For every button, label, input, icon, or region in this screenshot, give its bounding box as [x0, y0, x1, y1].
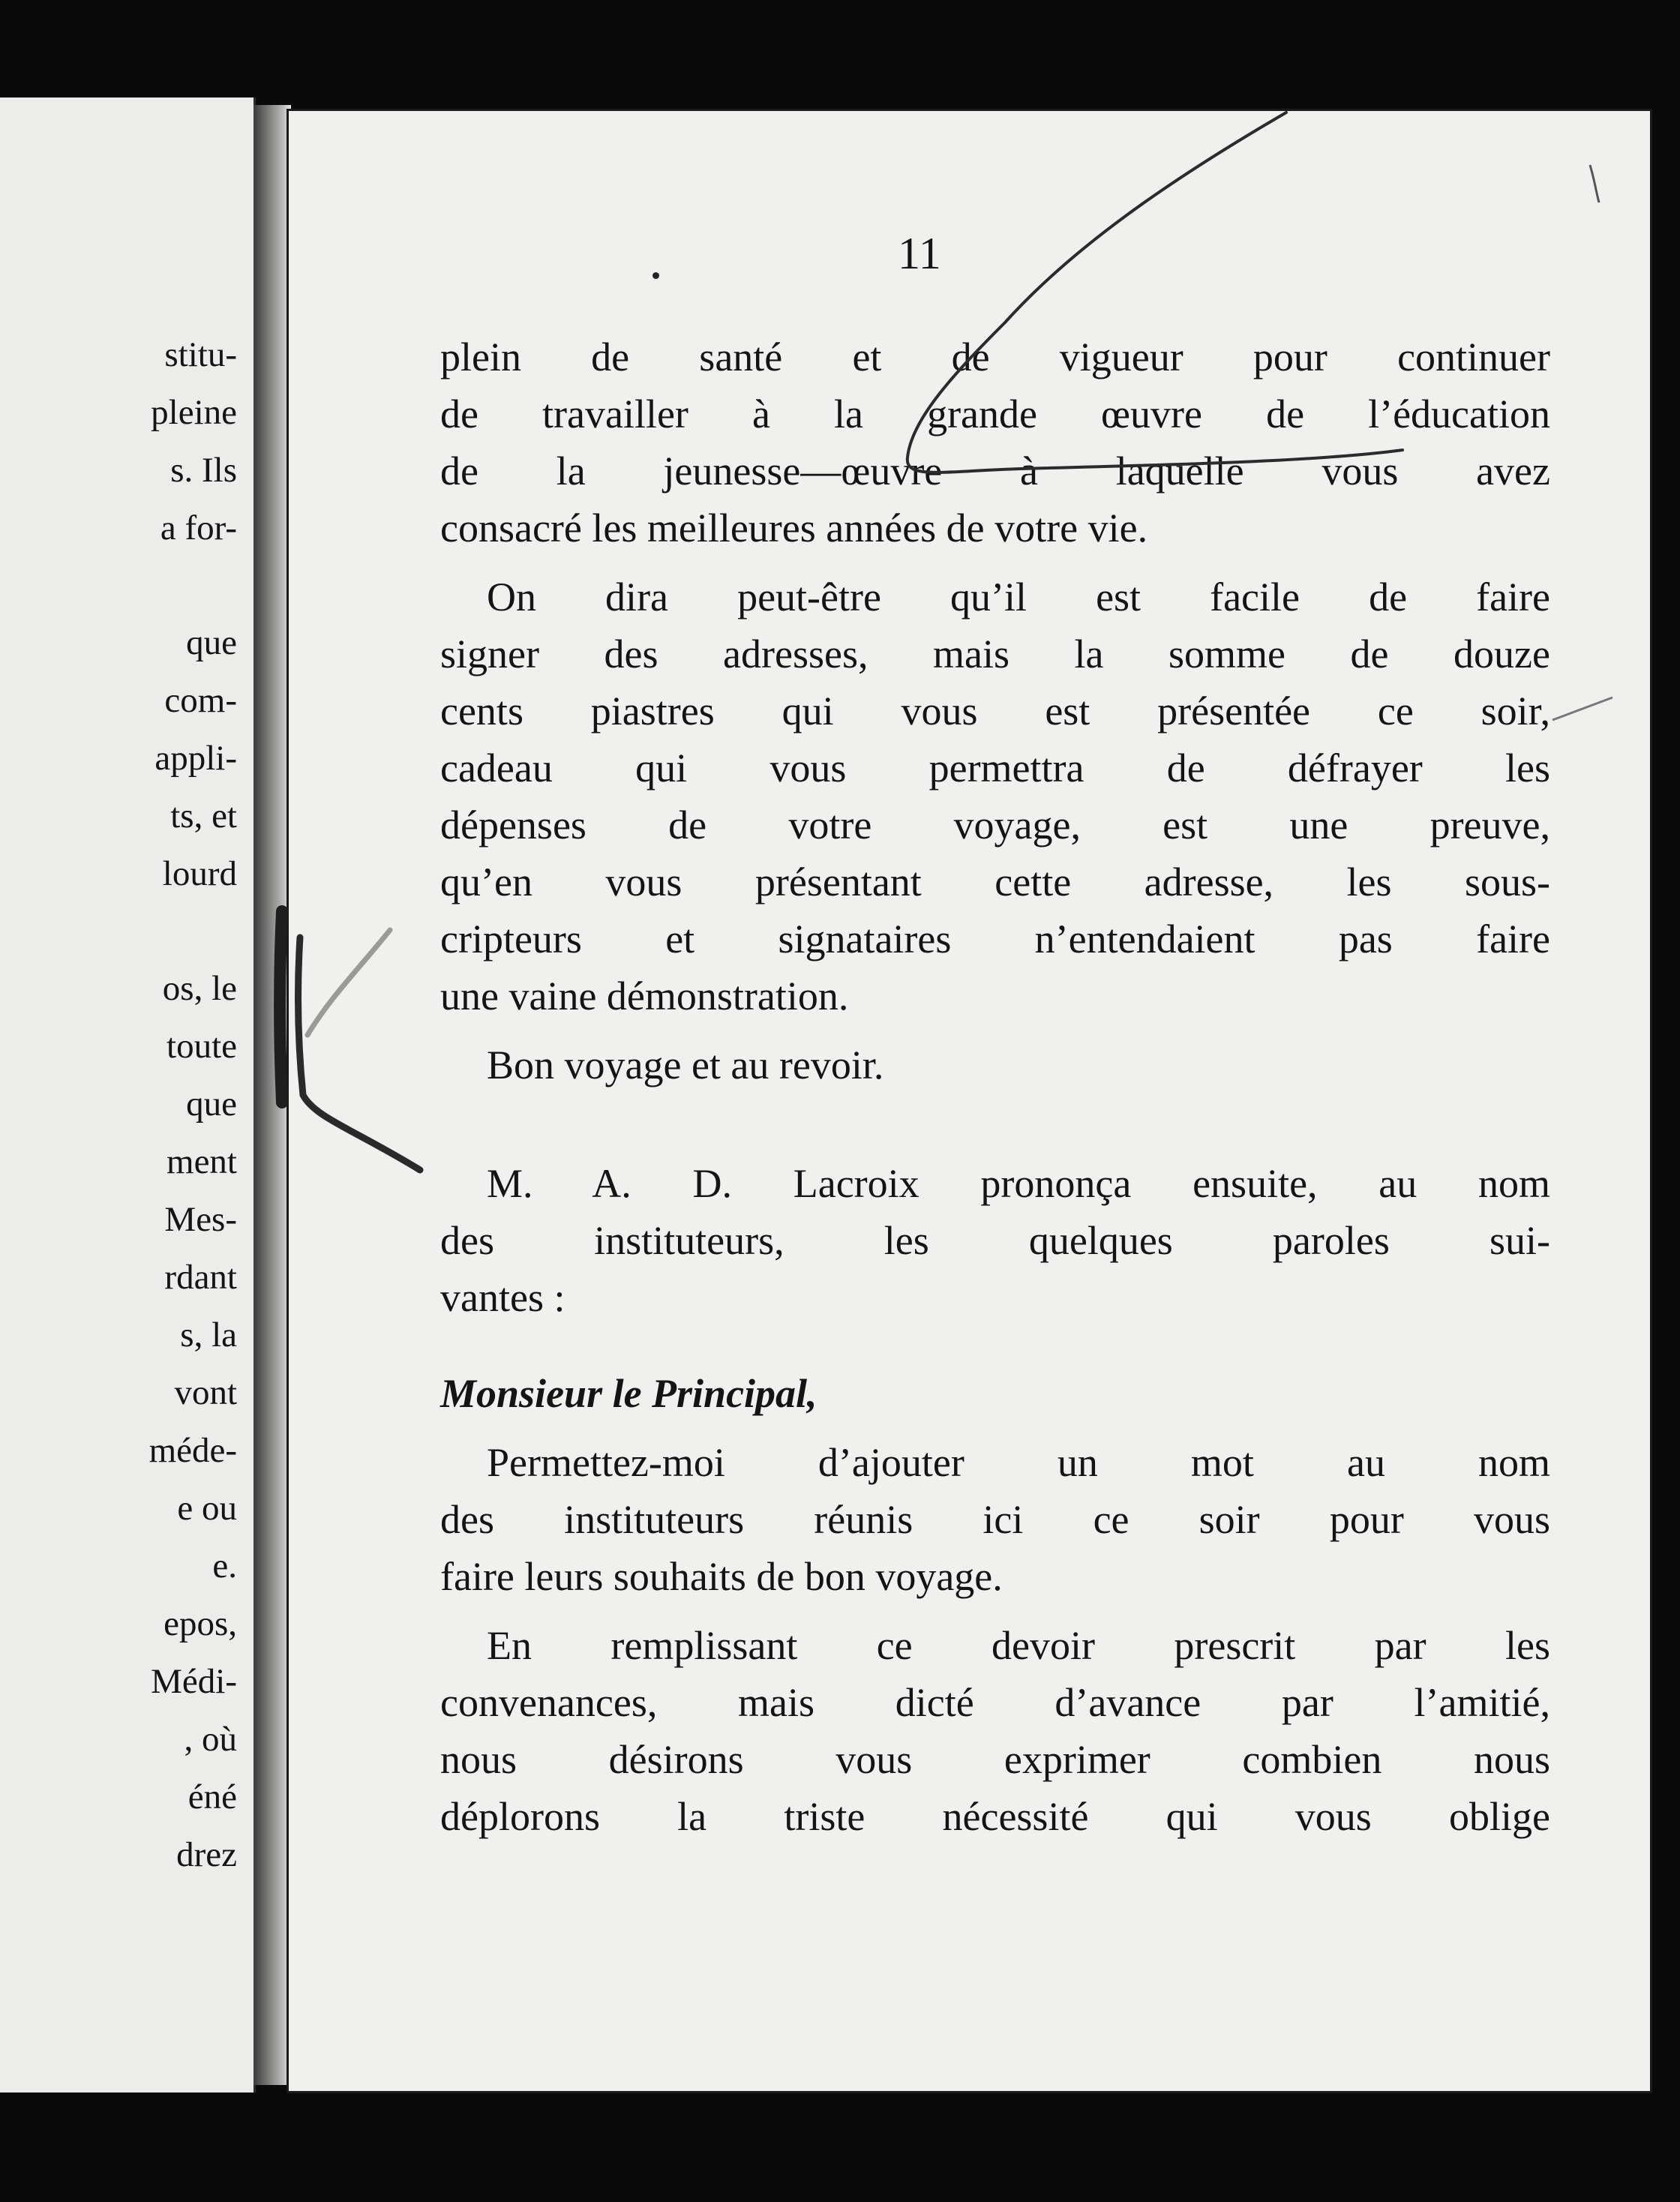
left-line-7: appli- — [154, 739, 237, 778]
left-line-1: stitu- — [164, 335, 237, 374]
paragraph-3 — [440, 1155, 1550, 1326]
text-line: nous désirons vous exprimer combien nous — [440, 1737, 1550, 1782]
left-line-18: méde- — [148, 1431, 237, 1470]
paragraph-2 — [440, 568, 1550, 1024]
book-gutter — [254, 105, 291, 2085]
left-line-10: os, le — [162, 969, 237, 1008]
previous-page-fragment — [0, 98, 256, 2092]
left-line-12: que — [186, 1084, 237, 1124]
left-line-21: epos, — [164, 1604, 237, 1643]
left-line-15: rdant — [164, 1258, 237, 1297]
text-line: faire leurs souhaits de bon voyage. — [440, 1554, 1003, 1599]
paragraph-4 — [440, 1434, 1550, 1605]
text-line: des instituteurs, les quelques paroles sui- — [440, 1218, 1550, 1263]
text-line: de la jeunesse—œuvre à laquelle vous avez — [440, 448, 1550, 494]
left-line-2: pleine — [151, 393, 237, 432]
left-line-25: drez — [176, 1835, 237, 1874]
text-line: cripteurs et signataires n’entendaient pas faire — [440, 916, 1550, 962]
book-page — [289, 111, 1650, 2091]
left-line-22: Médi- — [151, 1662, 237, 1701]
text-line: dépenses de votre voyage, est une preuve, — [440, 802, 1550, 848]
left-line-23: , où — [184, 1720, 237, 1759]
left-line-24: éné — [188, 1778, 237, 1816]
page-number: 11 — [898, 229, 941, 278]
text-line: cadeau qui vous permettra de défrayer les — [440, 746, 1550, 790]
text-line: vantes : — [440, 1275, 566, 1320]
left-line-6: com- — [164, 681, 237, 720]
text-line: On dira peut-être qu’il est facile de faire — [487, 574, 1550, 620]
left-line-4: a for- — [160, 508, 237, 548]
page-body — [440, 328, 1550, 1845]
text-line: déplorons la triste nécessité qui vous oblige — [440, 1794, 1550, 1839]
closing-line: Bon voyage et au revoir. — [487, 1042, 884, 1088]
text-line: de travailler à la grande œuvre de l’éducation — [440, 392, 1550, 436]
left-line-11: toute — [166, 1027, 237, 1066]
text-line: signer des adresses, mais la somme de douze — [440, 632, 1550, 676]
paragraph-5 — [440, 1617, 1550, 1845]
text-line: cents piastres qui vous est présentée ce soir, — [440, 688, 1550, 734]
text-line: des instituteurs réunis ici ce soir pour vous — [440, 1497, 1550, 1542]
left-line-5: que — [186, 623, 237, 662]
left-line-20: e. — [212, 1546, 237, 1586]
text-line: plein de santé et de vigueur pour continuer — [440, 334, 1550, 380]
text-line: En remplissant ce devoir prescrit par les — [487, 1623, 1550, 1668]
left-line-14: Mes- — [164, 1200, 237, 1239]
text-line: M. A. D. Lacroix prononça ensuite, au nom — [487, 1161, 1550, 1206]
left-line-3: s. Ils — [170, 451, 237, 490]
text-line: une vaine démonstration. — [440, 974, 849, 1018]
left-line-17: vont — [174, 1373, 237, 1412]
salutation: Monsieur le Principal, — [440, 1371, 818, 1416]
text-line: convenances, mais dicté d’avance par l’amitié, — [440, 1680, 1550, 1725]
left-line-9: lourd — [162, 854, 237, 893]
text-line: Permettez-moi d’ajouter un mot au nom — [487, 1440, 1550, 1485]
left-line-19: e ou — [177, 1489, 237, 1528]
text-line: consacré les meilleures années de votre vie. — [440, 506, 1148, 550]
left-line-8: ts, et — [170, 796, 237, 836]
left-line-16: s, la — [180, 1316, 237, 1354]
text-line: qu’en vous présentant cette adresse, les sous- — [440, 860, 1550, 904]
left-line-13: ment — [166, 1142, 237, 1181]
paragraph-1 — [440, 328, 1550, 556]
ink-dot — [652, 272, 659, 279]
